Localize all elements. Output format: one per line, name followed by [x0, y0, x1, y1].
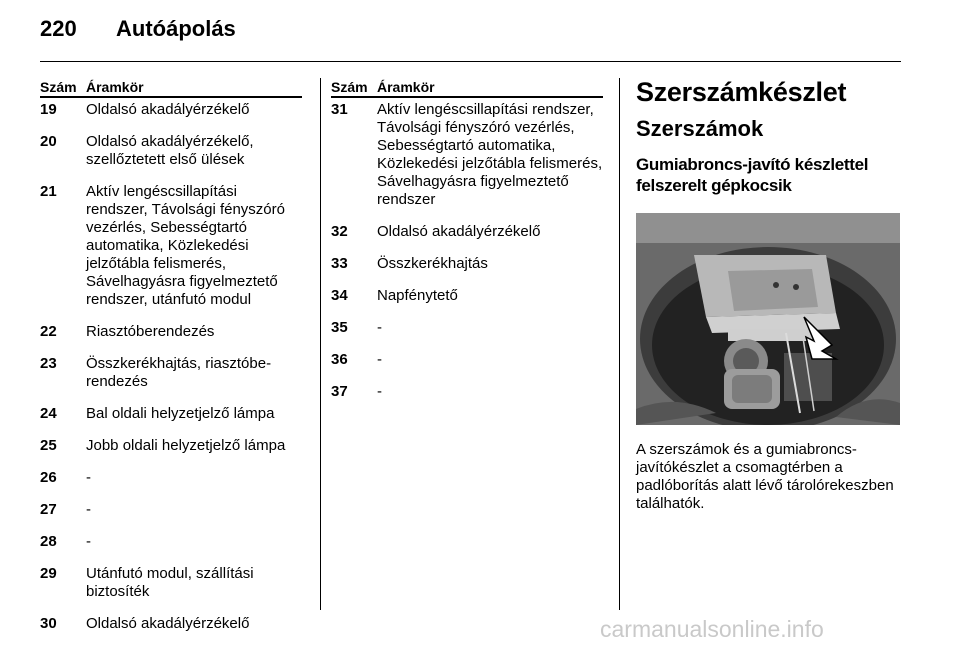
fuse-number: 28 — [40, 533, 57, 550]
fuse-circuit-text: Oldalsó akadályérzékelő, szellőztetett első ülések — [86, 133, 254, 168]
fuse-number: 27 — [40, 501, 57, 518]
fuse-number: 22 — [40, 323, 57, 340]
fuse-row — [40, 101, 302, 119]
watermark: carmanualsonline.info — [600, 616, 824, 642]
fuse-circuit-text: Aktív lengéscsillapítási rendszer, Távolsági fényszóró vezérlés, Sebességtartó automatika, Közlekedési jelzőtábla felismerés, Sávelhagyásra figyelmeztető rendszer — [377, 101, 603, 208]
fuse-number: 32 — [331, 223, 348, 240]
fuse-row — [40, 533, 302, 551]
table-header — [40, 78, 302, 96]
subsubsection-heading: Gumiabroncs-javító készlettel felszerelt gépkocsik — [636, 155, 869, 195]
fuse-number: 24 — [40, 405, 57, 422]
column-header-number: Szám — [331, 79, 368, 95]
fuse-number: 20 — [40, 133, 57, 150]
column-divider — [619, 78, 620, 610]
fuse-number: 23 — [40, 355, 57, 372]
fuse-number: 21 — [40, 183, 57, 200]
fuse-circuit-text: Bal oldali helyzetjelző lámpa — [86, 405, 275, 422]
section-heading: Szerszámkészlet — [636, 77, 847, 107]
fuse-circuit-text: - — [86, 501, 91, 518]
fuse-row — [331, 255, 603, 273]
fuse-circuit-text: Jobb oldali helyzetjelző lámpa — [86, 437, 286, 454]
section-body-text: A szerszámok és a gumiabroncs-javítókészlet a csomagtérben a padlóborítás alatt lévő tárolórekeszben találhatók. — [636, 441, 894, 512]
fuse-row — [331, 101, 603, 209]
fuse-row — [40, 183, 302, 309]
fuse-circuit-text: Napfénytető — [377, 287, 458, 304]
fuse-table-left — [40, 78, 302, 647]
fuse-row — [331, 223, 603, 241]
fuse-number: 34 — [331, 287, 348, 304]
fuse-number: 33 — [331, 255, 348, 272]
fuse-row — [331, 383, 603, 401]
fuse-circuit-text: Riasztóberendezés — [86, 323, 215, 340]
fuse-circuit-text: Összkerékhajtás — [377, 255, 488, 272]
fuse-number: 35 — [331, 319, 348, 336]
page-number: 220 — [40, 16, 77, 41]
fuse-row — [331, 319, 603, 337]
fuse-circuit-text: Oldalsó akadályérzékelő — [86, 101, 250, 118]
fuse-circuit-text: - — [377, 319, 382, 336]
fuse-number: 19 — [40, 101, 57, 118]
subsection-heading: Szerszámok — [636, 116, 764, 141]
table-header — [331, 78, 603, 96]
fuse-number: 29 — [40, 565, 57, 582]
fuse-circuit-text: - — [86, 469, 91, 486]
fuse-circuit-text: Oldalsó akadályérzékelő — [86, 615, 250, 632]
fuse-number: 37 — [331, 383, 348, 400]
fuse-row — [40, 323, 302, 341]
fuse-number: 36 — [331, 351, 348, 368]
section-title: Autóápolás — [116, 16, 236, 41]
fuse-circuit-text: - — [377, 383, 382, 400]
fuse-circuit-text: - — [377, 351, 382, 368]
fuse-row — [40, 615, 302, 633]
fuse-row — [40, 437, 302, 455]
column-divider — [320, 78, 321, 610]
fuse-number: 26 — [40, 469, 57, 486]
fuse-row — [40, 133, 302, 169]
trunk-compartment-photo — [636, 213, 900, 425]
tool-kit-section — [636, 76, 906, 513]
column-header-number: Szám — [40, 79, 77, 95]
fuse-number: 30 — [40, 615, 57, 632]
fuse-number: 31 — [331, 101, 348, 118]
fuse-number: 25 — [40, 437, 57, 454]
column-header-circuit: Áramkör — [377, 79, 435, 95]
fuse-row — [331, 287, 603, 305]
header-rule — [40, 61, 901, 62]
fuse-circuit-text: Összkerékhajtás, riasztóbe-rendezés — [86, 355, 272, 390]
fuse-row — [40, 355, 302, 391]
fuse-circuit-text: - — [86, 533, 91, 550]
fuse-circuit-text: Utánfutó modul, szállítási biztosíték — [86, 565, 254, 600]
table-header-rule — [40, 96, 302, 98]
fuse-row — [331, 351, 603, 369]
fuse-circuit-text: Aktív lengéscsillapítási rendszer, Távolsági fényszóró vezérlés, Sebességtartó automatika, Közlekedési jelzőtábla felismerés, Sávelhagyásra figyelmeztető rendszer, utánfutó modul — [86, 183, 285, 308]
fuse-row — [40, 501, 302, 519]
fuse-row — [40, 405, 302, 423]
fuse-row — [40, 469, 302, 487]
fuse-table-right — [331, 78, 603, 415]
table-header-rule — [331, 96, 603, 98]
fuse-circuit-text: Oldalsó akadályérzékelő — [377, 223, 541, 240]
column-header-circuit: Áramkör — [86, 79, 144, 95]
fuse-row — [40, 565, 302, 601]
